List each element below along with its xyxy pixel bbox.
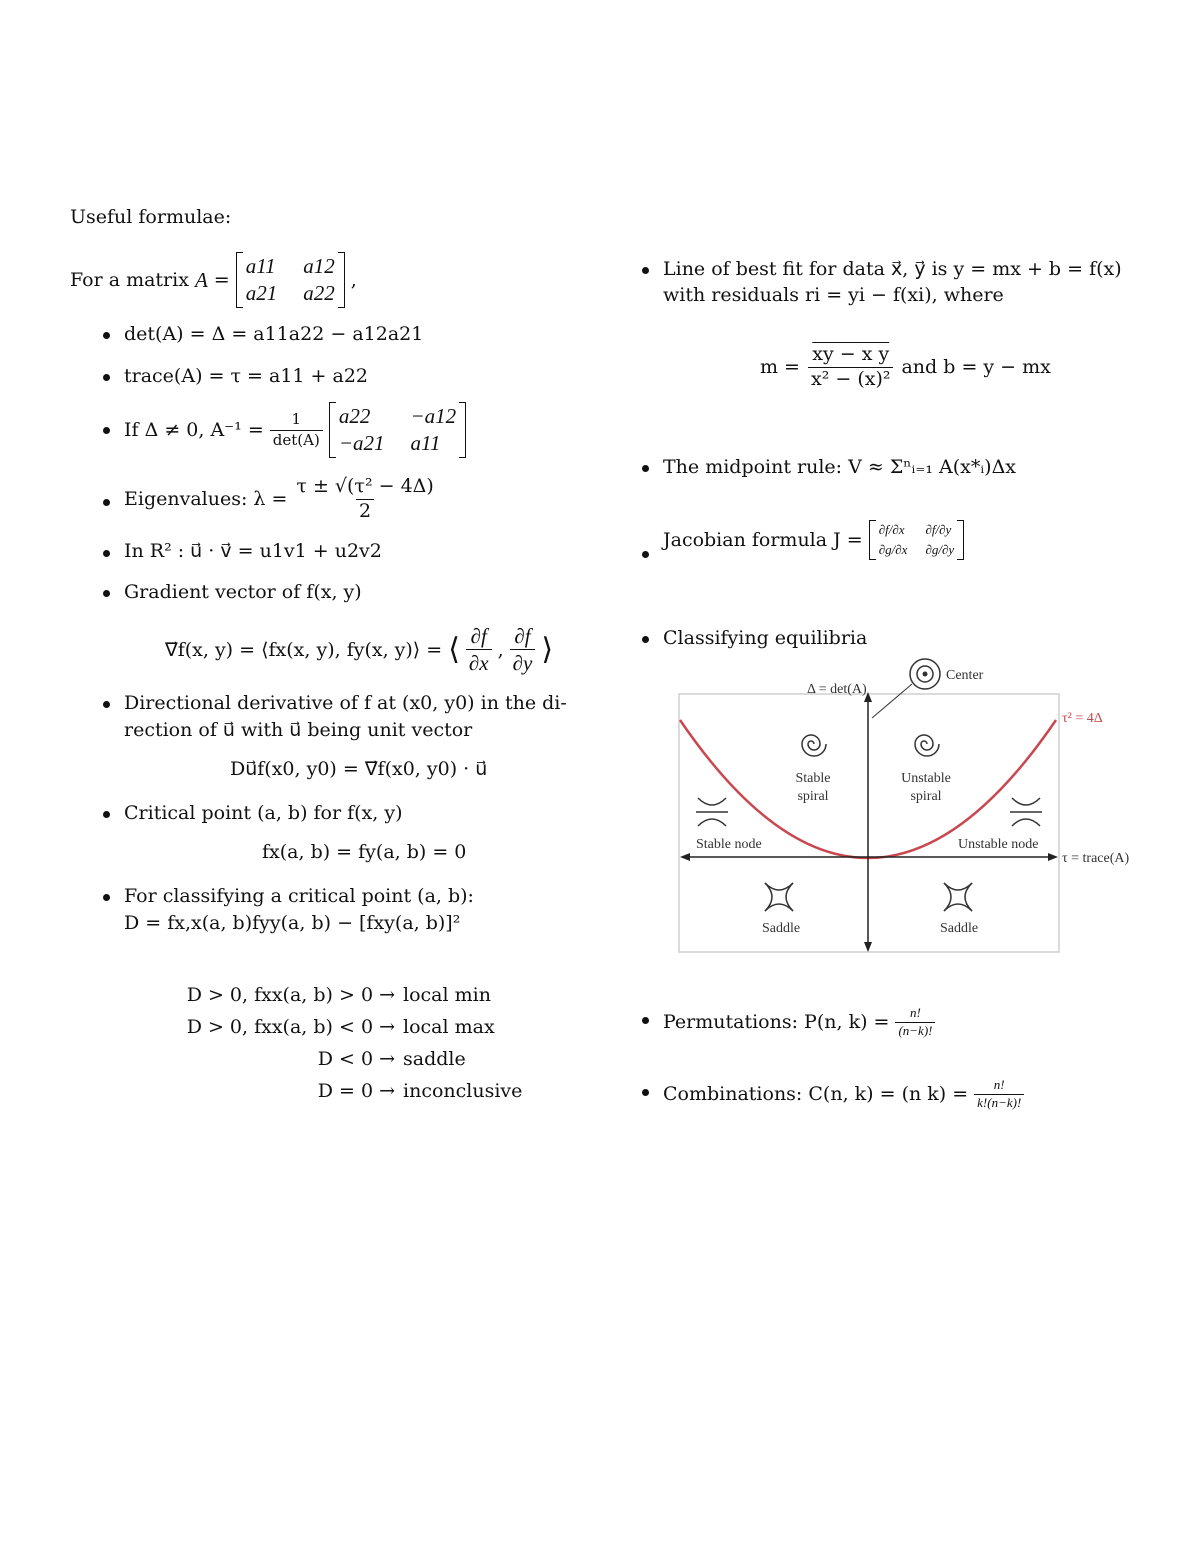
equilibria-diagram	[670, 652, 1160, 962]
matrix-entry: a11	[245, 254, 276, 278]
jacobian-prefix: Jacobian formula J =	[663, 529, 863, 551]
bullet	[642, 465, 649, 472]
jacobian-matrix	[869, 520, 964, 560]
bullet	[103, 332, 110, 339]
classify-equilibria-title: Classifying equilibria	[663, 627, 868, 649]
matrix-entry: −a21	[338, 431, 385, 455]
m-prefix: m =	[760, 356, 800, 379]
diagram-frame	[679, 694, 1059, 952]
unstable-spiral-icon	[915, 735, 939, 756]
matrix-entry: ∂g/∂x	[878, 542, 908, 557]
bullet	[642, 1017, 649, 1024]
saddle-left-label: Saddle	[761, 921, 801, 936]
matrix-entry: a22	[303, 281, 335, 305]
saddle-icon	[944, 883, 972, 911]
jacobian-formula	[663, 520, 964, 560]
fraction-numerator: ∂f	[514, 624, 531, 648]
matrix-entry: a12	[303, 254, 335, 278]
inverse-prefix: If Δ ≠ 0, A⁻¹ =	[124, 419, 264, 441]
parabola-label: τ² = 4Δ	[1062, 711, 1103, 726]
fraction-denominator: ∂y	[510, 649, 536, 675]
matrix-entry: a22	[338, 404, 371, 428]
matrix-entry: ∂f/∂x	[878, 522, 905, 537]
stable-spiral-icon	[802, 735, 826, 756]
fraction-denominator: k!(n−k)!	[974, 1094, 1024, 1111]
arrow-left-icon	[680, 853, 690, 861]
classify-title: For classifying a critical point (a, b):	[124, 885, 474, 907]
bestfit-line1: Line of best fit for data x⃗, y⃗ is y = mx + b = f(x)	[663, 258, 1122, 280]
directional-line2: rection of u⃗ with u⃗ being unit vector	[124, 719, 473, 741]
delta-axis-label: Δ = det(A)	[807, 682, 867, 697]
bullet	[103, 427, 110, 434]
center-label: Center	[946, 668, 984, 683]
gradient-title: Gradient vector of f(x, y)	[124, 581, 362, 603]
classify-formula: D = fx,x(a, b)fyy(a, b) − [fxy(a, b)]²	[124, 912, 461, 934]
page-heading: Useful formulae:	[70, 206, 232, 228]
eigenvalue-formula	[124, 476, 437, 523]
fraction-denominator: x² − (x)²	[808, 367, 894, 391]
combinations-prefix: Combinations: C(n, k) = (n k) =	[663, 1083, 969, 1106]
bullet	[642, 551, 649, 558]
partial-fx	[466, 624, 492, 675]
bullet	[103, 701, 110, 708]
bullet	[642, 636, 649, 643]
fraction-denominator: det(A)	[270, 430, 323, 449]
matrix-entry: −a12	[410, 404, 457, 428]
case-result: local max	[403, 1016, 495, 1038]
inverse-matrix	[329, 402, 466, 458]
bullet	[642, 1089, 649, 1096]
matrix-entry: ∂g/∂y	[925, 542, 955, 557]
permutation-fraction	[895, 1006, 935, 1039]
matrix-entry: a21	[245, 281, 278, 305]
eigen-fraction	[293, 476, 436, 523]
intercept-formula: and b = y − mx	[901, 356, 1051, 379]
slope-formula	[760, 344, 1051, 391]
bestfit-line2: with residuals ri = yi − f(xi), where	[663, 284, 1004, 306]
matrix-name: A	[194, 267, 208, 292]
stable-node-icon	[696, 798, 728, 826]
bullet	[103, 499, 110, 506]
stable-node-label: Stable node	[696, 837, 762, 852]
gradient-formula: ∇⃗f(x, y) = ⟨fx(x, y), fy(x, y)⟩ = ⟨ $\frac{\partial f}{\partial x}$ , $\frac{\partial f}{\partial y}$ ⟩	[165, 624, 554, 676]
matrix-intro: For a matrix	[70, 269, 189, 291]
bullet	[642, 267, 649, 274]
case-condition: D < 0 →	[317, 1048, 395, 1070]
case-result: local min	[403, 984, 491, 1006]
fraction-denominator: 2	[356, 499, 374, 523]
gradient-expression: ∇⃗f(x, y) = ⟨fx(x, y), fy(x, y)⟩ =	[165, 638, 443, 661]
case-condition: D > 0, fxx(a, b) > 0 →	[186, 984, 395, 1006]
inverse-formula	[124, 402, 466, 458]
combination-fraction	[974, 1078, 1024, 1111]
bullet	[103, 894, 110, 901]
permutations-formula	[663, 1006, 935, 1039]
permutations-prefix: Permutations: P(n, k) =	[663, 1011, 890, 1034]
matrix-entry: a11	[410, 431, 441, 455]
unstable-node-label: Unstable node	[958, 837, 1039, 852]
fraction-numerator: n!	[993, 1077, 1005, 1092]
directional-line1: Directional derivative of f at (x0, y0) in the di-	[124, 692, 567, 714]
arrow-right-icon	[1048, 853, 1058, 861]
classification-cases	[150, 984, 522, 1102]
fraction-denominator: ∂x	[466, 649, 492, 675]
partial-fy	[510, 624, 536, 675]
matrix-a	[236, 252, 345, 308]
fraction-numerator: 1	[291, 410, 302, 429]
saddle-icon	[765, 883, 793, 911]
unstable-spiral-label: spiral	[910, 789, 942, 804]
case-condition: D = 0 →	[317, 1080, 395, 1102]
critical-title: Critical point (a, b) for f(x, y)	[124, 802, 403, 824]
stable-spiral-label: spiral	[797, 789, 829, 804]
fraction-numerator: ∂f	[470, 624, 487, 648]
fraction-numerator: n!	[910, 1005, 921, 1020]
trace-formula: trace(A) = τ = a11 + a22	[124, 365, 368, 387]
center-icon	[872, 659, 940, 718]
matrix-definition: For a matrix A = a11 a12 a21 a22 ,	[70, 252, 357, 308]
fraction-numerator: xy − x y	[812, 343, 890, 365]
directional-formula: Du⃗f(x0, y0) = ∇⃗f(x0, y0) · u⃗	[230, 758, 488, 780]
eigen-prefix: Eigenvalues: λ =	[124, 488, 288, 511]
combinations-formula	[663, 1078, 1024, 1111]
trace-axis-label: τ = trace(A)	[1062, 851, 1130, 866]
bullet	[103, 550, 110, 557]
bullet	[103, 811, 110, 818]
critical-formula: fx(a, b) = fy(a, b) = 0	[262, 841, 467, 863]
det-formula: det(A) = Δ = a11a22 − a12a21	[124, 323, 424, 345]
fraction-numerator: τ ± √(τ² − 4Δ)	[296, 475, 434, 497]
fraction-denominator: (n−k)!	[895, 1022, 935, 1039]
m-fraction	[808, 344, 894, 391]
midpoint-rule: The midpoint rule: V ≈ Σⁿᵢ₌₁ A(x*ᵢ)Δx	[663, 456, 1017, 478]
arrow-down-icon	[864, 942, 872, 952]
unstable-spiral-label: Unstable	[901, 771, 951, 786]
inverse-fraction	[270, 411, 323, 449]
matrix-entry: ∂f/∂y	[925, 522, 952, 537]
case-result: inconclusive	[403, 1080, 523, 1102]
case-result: saddle	[403, 1048, 466, 1070]
unstable-node-icon	[1010, 798, 1042, 826]
saddle-right-label: Saddle	[939, 921, 979, 936]
bullet	[103, 590, 110, 597]
dot-product-formula: In R² : u⃗ · v⃗ = u1v1 + u2v2	[124, 540, 382, 562]
bullet	[103, 374, 110, 381]
case-condition: D > 0, fxx(a, b) < 0 →	[186, 1016, 395, 1038]
stable-spiral-label: Stable	[795, 771, 831, 786]
